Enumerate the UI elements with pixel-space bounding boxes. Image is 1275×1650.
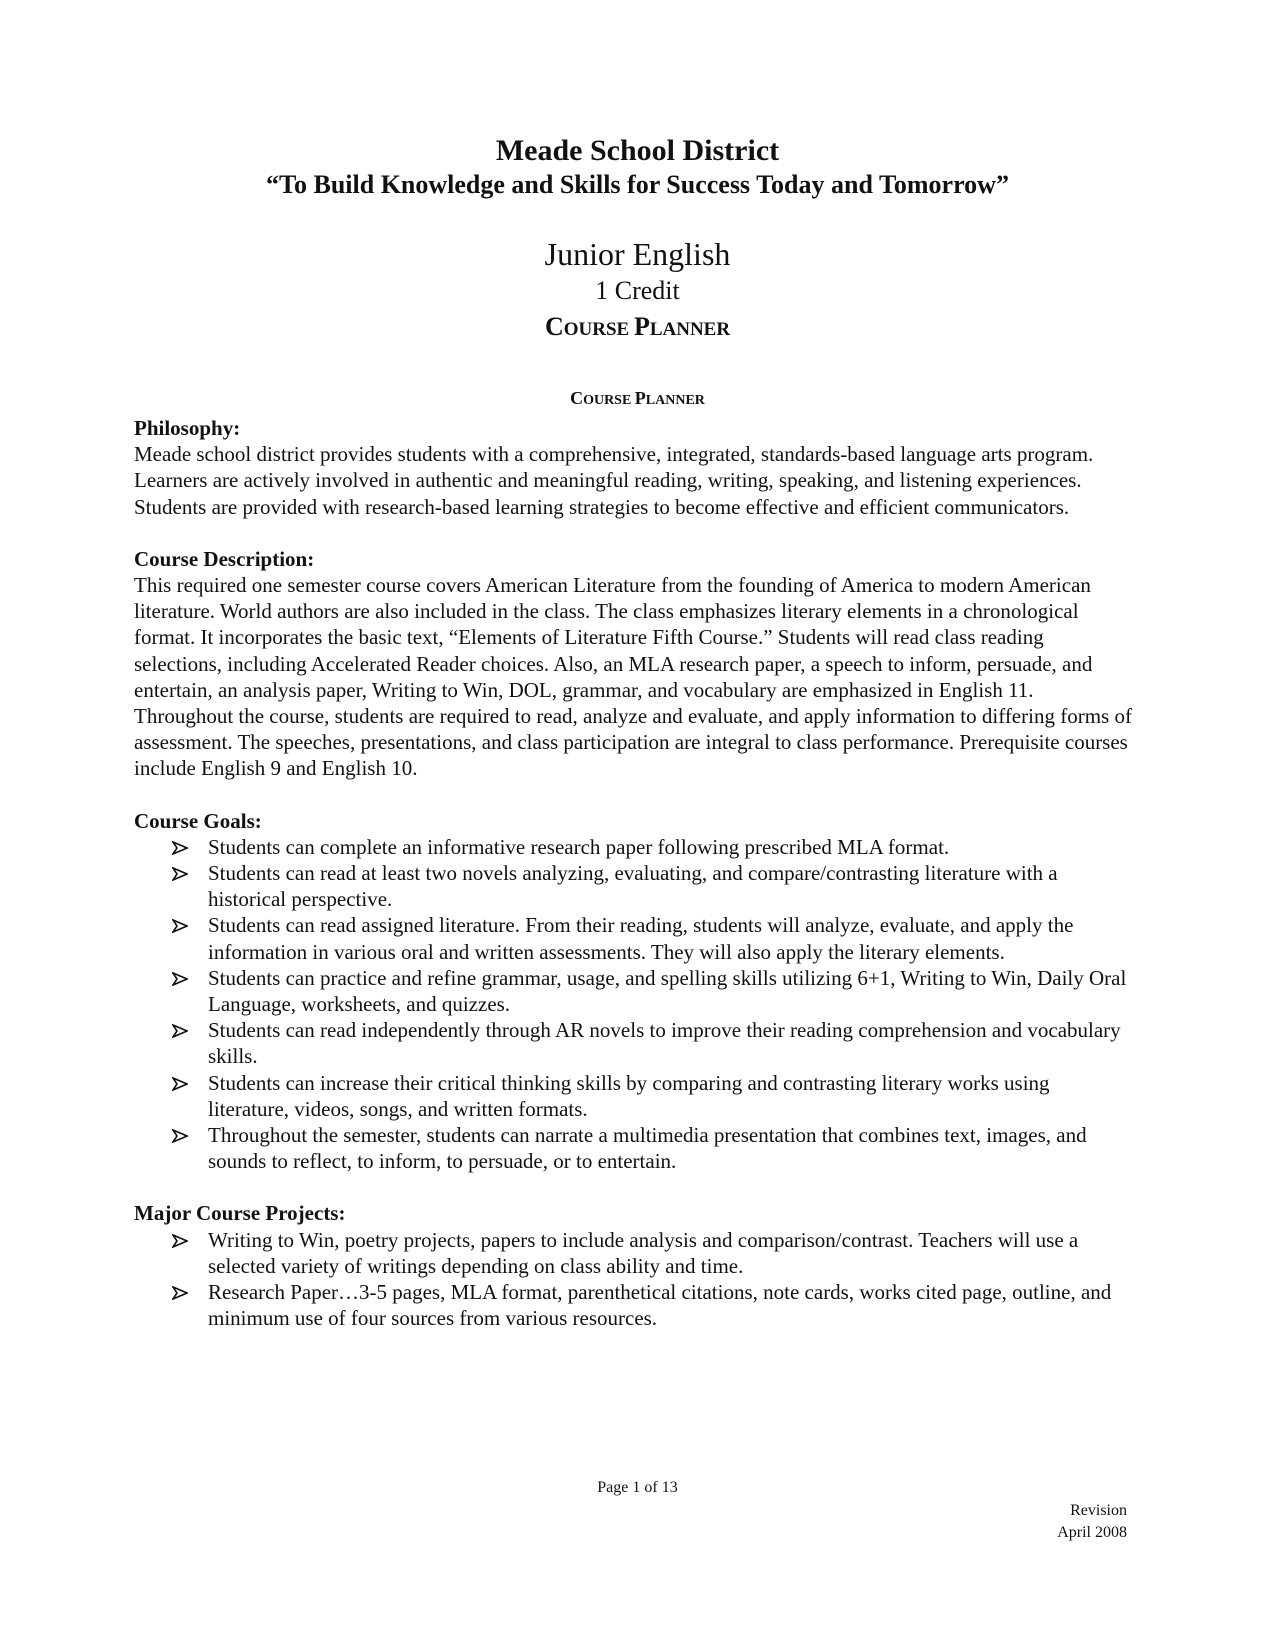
- course-planner-title: [0, 312, 1275, 345]
- district-name: Meade School District: [495, 134, 780, 167]
- project-text: Research Paper…3-5 pages, MLA format, parenthetical citations, note cards, works cited page, outline, and minimum use of four sources from various resources.: [208, 1280, 1112, 1331]
- goal-list-item: [134, 834, 1134, 860]
- goal-text: Throughout the semester, students can narrate a multimedia presentation that combines text, images, and sounds to reflect, to inform, to persuade, or to entertain.: [208, 1123, 1087, 1174]
- course-planner-subheading: [0, 388, 1275, 411]
- major-projects-list: [134, 1227, 1134, 1332]
- goal-list-item: [134, 860, 1134, 912]
- goal-text: Students can practice and refine grammar, usage, and spelling skills utilizing 6+1, Writing to Win, Daily Oral Language, worksheets, and quizzes.: [208, 965, 1127, 1017]
- revision-label: Revision: [1070, 1502, 1127, 1519]
- section-spacer: [134, 520, 1134, 546]
- arrowhead-bullet-icon: [172, 834, 192, 860]
- revision-date: April 2008: [1057, 1524, 1127, 1541]
- section-spacer: [134, 782, 1134, 808]
- course-goals-list: [134, 834, 1134, 1175]
- arrowhead-bullet-icon: [172, 860, 192, 886]
- philosophy-section: [134, 415, 1134, 520]
- district-motto: “To Build Knowledge and Skills for Success Today and Tomorrow”: [266, 170, 1009, 199]
- planner-sub-initial-p: P: [634, 388, 646, 408]
- goal-text: Students can read at least two novels analyzing, evaluating, and compare/contrasting literature with a historical perspective.: [208, 861, 1058, 912]
- planner-sub-rest-course: OURSE: [583, 393, 635, 408]
- goal-list-item: [134, 912, 1134, 964]
- course-description-heading: Course Description:: [134, 546, 315, 571]
- goal-list-item: [134, 1017, 1134, 1069]
- arrowhead-bullet-icon: [172, 1122, 192, 1148]
- project-text: Writing to Win, poetry projects, papers to include analysis and comparison/contrast. Teachers will use a selected variety of writings depending on class ability and time.: [208, 1227, 1079, 1278]
- arrowhead-bullet-icon: [172, 1227, 192, 1253]
- major-projects-heading: Major Course Projects:: [134, 1201, 346, 1226]
- planner-title-initial-p: P: [633, 312, 650, 341]
- project-list-item: [134, 1227, 1134, 1279]
- course-goals-heading: Course Goals:: [134, 808, 262, 833]
- planner-sub-rest-planner: LANNER: [645, 393, 705, 408]
- goal-list-item: [134, 1122, 1134, 1174]
- arrowhead-bullet-icon: [172, 912, 192, 938]
- section-spacer: [134, 1174, 1134, 1200]
- major-projects-section: [134, 1200, 1134, 1331]
- planner-sub-initial-c: C: [570, 388, 584, 408]
- goal-text: Students can read assigned literature. From their reading, students will analyze, evaluate, and apply the information in various oral and written assessments. They will also apply the literary elements.: [208, 913, 1074, 964]
- philosophy-text: Meade school district provides students with a comprehensive, integrated, standards-based language arts program. Learners are actively involved in authentic and meaningful reading, writing, speaking, and listening experiences. Students are provided with research-based learning strategies to become effective and efficient communicators.: [134, 442, 1094, 519]
- philosophy-heading: Philosophy:: [134, 416, 241, 440]
- page-number: Page 1 of 13: [597, 1479, 678, 1496]
- goal-text: Students can complete an informative research paper following prescribed MLA format.: [208, 834, 950, 859]
- document-body: [134, 415, 1134, 1332]
- goal-text: Students can read independently through AR novels to improve their reading comprehension and vocabulary skills.: [208, 1018, 1121, 1069]
- planner-title-rest-planner: LANNER: [649, 319, 731, 340]
- course-title: Junior English: [544, 236, 731, 272]
- revision-block: [1057, 1500, 1127, 1544]
- planner-title-rest-course: OURSE: [563, 319, 634, 340]
- arrowhead-bullet-icon: [172, 1070, 192, 1096]
- arrowhead-bullet-icon: [172, 1279, 192, 1305]
- planner-title-initial-c: C: [544, 312, 564, 341]
- course-description-section: [134, 546, 1134, 782]
- course-credit: 1 Credit: [595, 276, 680, 305]
- arrowhead-bullet-icon: [172, 965, 192, 991]
- goal-list-item: [134, 965, 1134, 1017]
- arrowhead-bullet-icon: [172, 1017, 192, 1043]
- course-goals-section: [134, 808, 1134, 1175]
- project-list-item: [134, 1279, 1134, 1331]
- course-description-text: This required one semester course covers American Literature from the founding of America to modern American literature. World authors are also included in the class. The class emphasizes literary elements in a chronological format. It incorporates the basic text, “Elements of Literature Fifth Course.” Students will read class reading selections, including Accelerated Reader choices. Also, an MLA research paper, a speech to inform, persuade, and entertain, an analysis paper, Writing to Win, DOL, grammar, and vocabulary are emphasized in English 11. Throughout the course, students are required to read, analyze and evaluate, and apply information to differing forms of assessment. The speeches, presentations, and class participation are integral to class performance. Prerequisite courses include English 9 and English 10.: [134, 573, 1132, 781]
- goal-list-item: [134, 1070, 1134, 1122]
- goal-text: Students can increase their critical thinking skills by comparing and contrasting literary works using literature, videos, songs, and written formats.: [208, 1070, 1050, 1121]
